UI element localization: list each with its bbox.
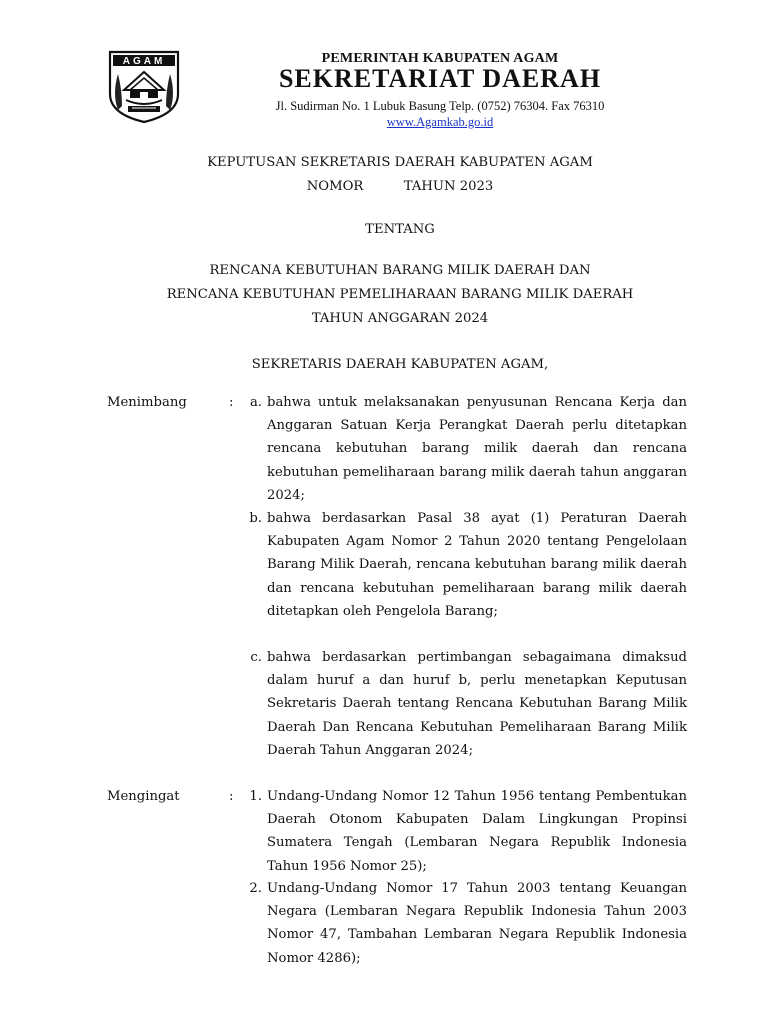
mengingat-marker-2: 2.: [249, 881, 262, 896]
website: [190, 115, 690, 130]
office-address: Jl. Sudirman No. 1 Lubuk Basung Telp. (0752) 76304. Fax 76310: [275, 99, 605, 113]
agam-emblem-logo: [106, 50, 182, 124]
subject-line-1: RENCANA KEBUTUHAN BARANG MILIK DAERAH DAN: [209, 263, 591, 278]
government-name: PEMERINTAH KABUPATEN AGAM: [321, 51, 559, 66]
menimbang-item-b: bahwa berdasarkan Pasal 38 ayat (1) Peraturan Daerah Kabupaten Agam Nomor 2 Tahun 2020 tentang Pengelolaan Barang Milik Daerah, rencana kebutuhan barang milik daerah dan rencana kebutuhan pemeliharaan barang milik daerah ditetapkan oleh Pengelola Barang;: [267, 511, 687, 619]
mengingat-item-1: Undang-Undang Nomor 12 Tahun 1956 tentang Pembentukan Daerah Otonom Kabupaten Dalam Lingkungan Propinsi Sumatera Tengah (Lembaran Negara Republik Indonesia Tahun 1956 Nomor 25);: [267, 789, 687, 874]
decree-number-line: [100, 179, 700, 194]
menimbang-label: Menimbang: [107, 395, 187, 410]
issuing-official: SEKRETARIS DAERAH KABUPATEN AGAM,: [251, 357, 549, 372]
menimbang-marker-a: a.: [249, 395, 262, 410]
tahun-label: TAHUN 2023: [403, 179, 494, 194]
menimbang-colon: :: [229, 395, 234, 410]
website-link[interactable]: www.Agamkab.go.id: [386, 115, 494, 129]
subject-line-2: RENCANA KEBUTUHAN PEMELIHARAAN BARANG MILIK DAERAH: [166, 287, 634, 302]
decree-title: KEPUTUSAN SEKRETARIS DAERAH KABUPATEN AGAM: [207, 155, 593, 170]
subject-line-3: TAHUN ANGGARAN 2024: [311, 311, 489, 326]
logo-text: AGAM: [122, 56, 166, 67]
nomor-label: NOMOR: [306, 179, 364, 194]
mengingat-item-2: Undang-Undang Nomor 17 Tahun 2003 tentang Keuangan Negara (Lembaran Negara Republik Indonesia Tahun 2003 Nomor 47, Tambahan Lembaran Negara Republik Indonesia Nomor 4286);: [267, 881, 687, 966]
menimbang-marker-c: c.: [250, 650, 262, 665]
office-name: SEKRETARIAT DAERAH: [278, 64, 602, 93]
tentang-heading: TENTANG: [365, 222, 435, 237]
menimbang-marker-b: b.: [249, 511, 262, 526]
mengingat-marker-1: 1.: [249, 789, 262, 804]
mengingat-label: Mengingat: [107, 789, 180, 804]
mengingat-colon: :: [229, 789, 234, 804]
menimbang-item-c: bahwa berdasarkan pertimbangan sebagaimana dimaksud dalam huruf a dan huruf b, perlu menetapkan Keputusan Sekretaris Daerah tentang Rencana Kebutuhan Barang Milik Daerah Dan Rencana Kebutuhan Pemeliharaan Barang Milik Daerah Tahun Anggaran 2024;: [267, 650, 687, 758]
menimbang-item-a: bahwa untuk melaksanakan penyusunan Rencana Kerja dan Anggaran Satuan Kerja Perangkat Daerah perlu ditetapkan rencana kebutuhan barang milik daerah dan rencana kebutuhan pemeliharaan barang milik daerah tahun anggaran 2024;: [267, 395, 687, 503]
